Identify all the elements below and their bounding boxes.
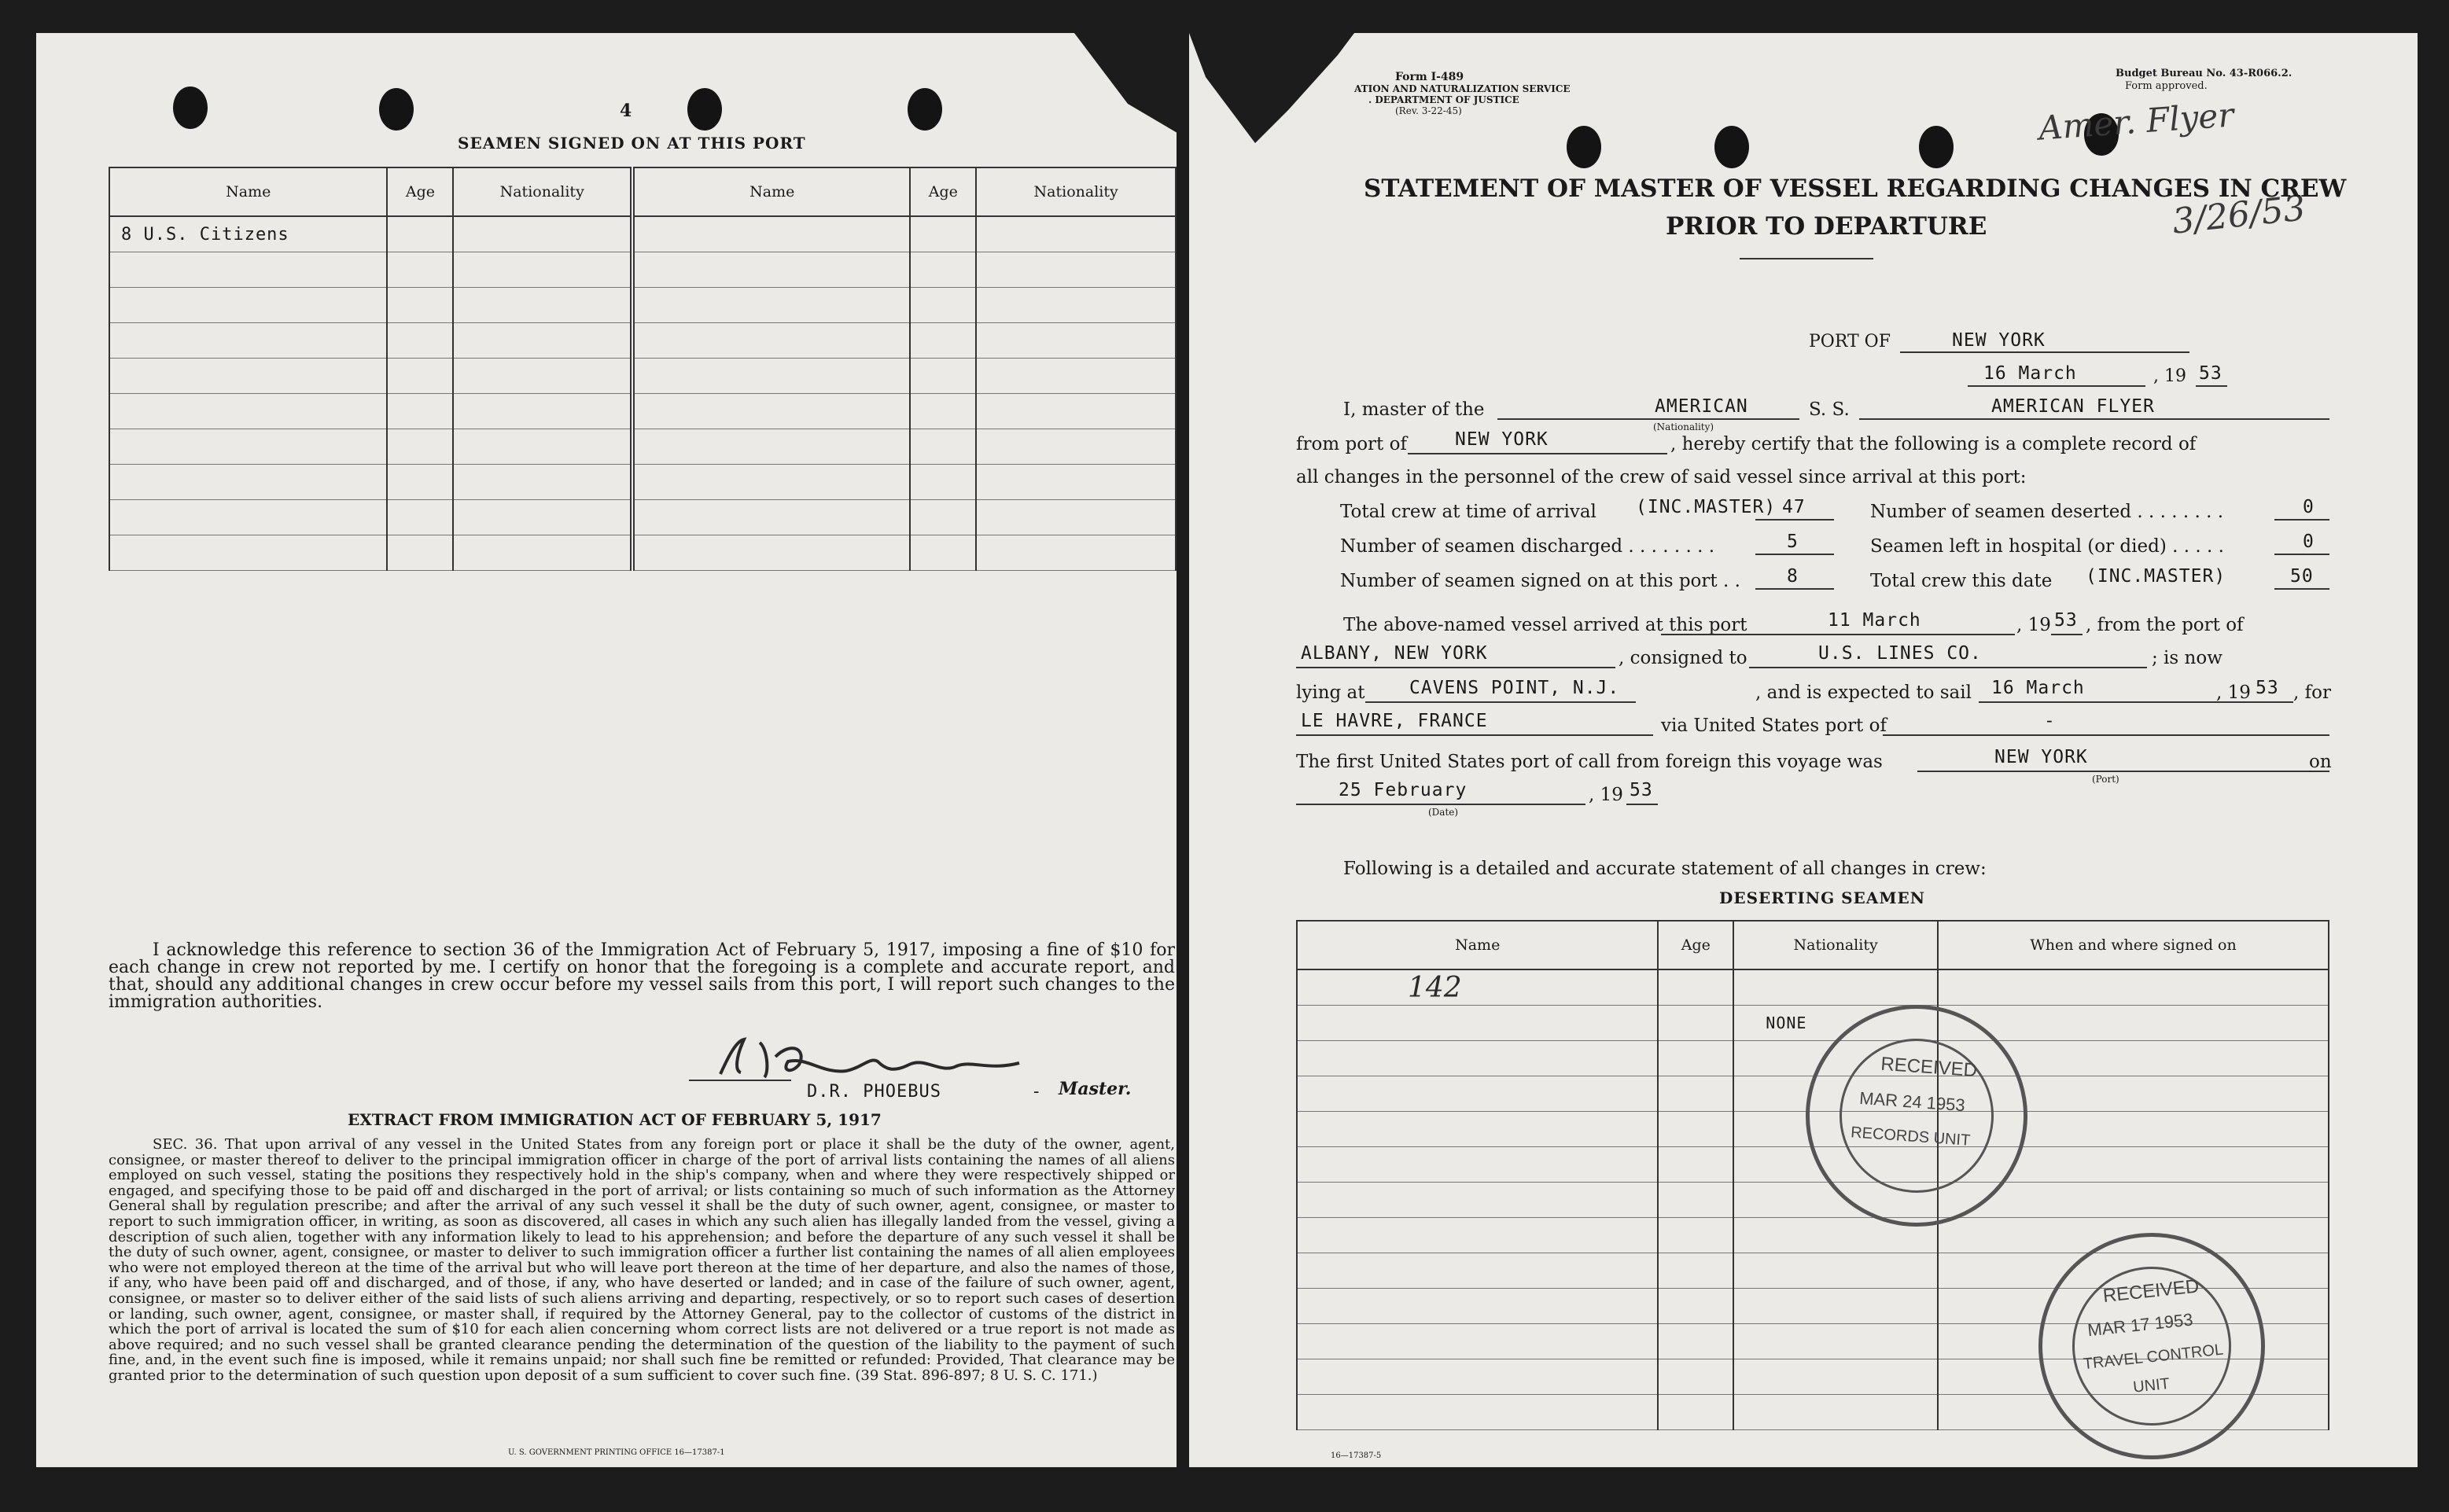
certify-text: , hereby certify that the following is a complete record of [1670,434,2197,454]
table-row [109,252,1176,288]
vessel-name: AMERICAN FLYER [1991,396,2155,417]
column-header: Age [387,167,453,216]
table-row [109,535,1176,571]
master-name: D.R. PHOEBUS [807,1082,941,1102]
row-number: 142 [1297,969,1658,1006]
master-label: Master. [1059,1079,1132,1099]
agency-line2: . DEPARTMENT OF JUSTICE [1368,94,1519,105]
stamp-line: RECEIVED [1880,1053,1978,1082]
stamp-line: TRAVEL CONTROL [2082,1341,2225,1374]
table-row [1297,1183,2329,1218]
port-label: PORT OF [1809,332,1891,351]
budget-bureau: Budget Bureau No. 43-R066.2. [2116,68,2292,79]
master-signature [689,1025,1027,1088]
total-crew-arrival-label: Total crew at time of arrival [1340,502,1596,522]
destination: LE HAVRE, FRANCE [1301,711,1488,731]
column-header: Nationality [1733,921,1938,969]
handwritten-note: Amer. Flyer [2037,95,2235,148]
column-header: Nationality [453,167,632,216]
punch-hole [173,86,208,129]
table-row [109,216,1176,252]
arrived-date: 11 March [1828,610,1921,631]
table-row [1297,969,2329,1006]
extract-text: SEC. 36. That upon arrival of any vessel in the United States from any foreign port or place it shall be the duty of the owner, agent, consignee, or master thereof to deliver to the principal immigration officer in charge of the port of arrival lists containing the names of all aliens employed on such vessel, stating the positions they respectively hold in the ship's company, when and where they were respectively shipped or engaged, and specifying those to be paid off and discharged in the port of arrival; or lists containing so much of such information as the Attorney General shall by regulation prescribe; and after the arrival of any such vessel it shall be the duty of such owner, agent, consignee, or master to report to such immigration officer, in writing, as soon as discovered, all cases in which any such alien has illegally landed from the vessel, giving a description of such alien, together with any information likely to lead to his apprehension; and before the departure of any such vessel it shall be the duty of such owner, agent, consignee, or master to deliver to such immigration officer a further list containing the names of all alien employees who were not employed thereon at the time of the arrival but who will leave port thereon at the time of her departure, and also the names of those, if any, who have been paid off and discharged, and of those, if any, who have deserted or landed; and in case of the failure of such owner, agent, consignee, or master so to deliver either of the said lists of such aliens arriving and departing, respectively, or so to report such cases of desertion or landing, such owner, agent, consignee, or master shall, if required by the Attorney General, pay to the collector of customs of the district in which the port of arrival is located the sum of $10 for each alien concerning whom correct lists are not delivered or a true report is not made as above required; and no such vessel shall be granted clearance pending the determination of the question of the liability to the payment of such fine, and, in the event such fine is imposed, while it remains unpaid; nor shall such fine be remitted or refunded: Provided, That clearance may be granted prior to the determination of such question upon deposit of a sum sufficient to cover such fine. (39 Stat. 896-897; 8 U. S. C. 171.) [109,1136,1175,1384]
total-crew-arrival: 47 [1782,497,1806,517]
from-port-label: from port of [1296,434,1407,454]
changes-statement: Following is a detailed and accurate statement of all changes in crew: [1343,859,1987,879]
total-crew-date-note: (INC.MASTER) [2086,566,2226,587]
arrived-year: 53 [2054,610,2078,631]
column-header: Name [632,167,910,216]
signed-on-label: Number of seamen signed on at this port . . [1340,571,1740,591]
first-port-label: The first United States port of call from foreign this voyage was [1296,752,1883,772]
punch-hole [1567,126,1601,168]
punch-hole [1919,126,1954,168]
from-the-port-value: ALBANY, NEW YORK [1301,643,1488,664]
first-port-year: 53 [1630,780,1653,800]
table-row [1297,1041,2329,1076]
nationality-value: AMERICAN [1655,396,1748,417]
handwritten-date: 3/26/53 [2170,188,2307,242]
is-now-label: ; is now [2152,648,2223,668]
lying-label: lying at [1296,682,1365,703]
form-title-line2: PRIOR TO DEPARTURE [1666,212,1987,241]
stamp-line: MAR 17 1953 [2086,1309,2194,1341]
table-row [1297,1006,2329,1041]
column-header: Name [109,167,387,216]
arrived-label: The above-named vessel arrived at this port [1343,615,1747,635]
date-caption: (Date) [1428,807,1459,818]
punch-hole [1714,126,1749,168]
table-row [109,500,1176,535]
from-port-value: NEW YORK [1455,429,1549,450]
via-label: via United States port of [1661,716,1887,736]
page-number: 4 [620,101,632,121]
column-header: Age [1658,921,1733,969]
table-row [109,323,1176,359]
table-row [109,429,1176,465]
entry-name: 8 U.S. Citizens [109,216,387,252]
table-row [109,359,1176,394]
deserted-value: 0 [2303,497,2315,517]
port-value: NEW YORK [1952,330,2046,351]
form-approved: Form approved. [2125,80,2208,92]
revision: (Rev. 3-22-45) [1395,105,1462,116]
port-caption: (Port) [2092,774,2119,785]
master-dash: - [1033,1082,1040,1102]
title-rule [1740,258,1873,259]
consigned-value: U.S. LINES CO. [1818,643,1982,664]
signed-on-table [109,167,1177,571]
ss-label: S. S. [1809,399,1850,420]
total-crew-arrival-note: (INC.MASTER) [1636,497,1777,517]
table-row [109,465,1176,500]
hospital-value: 0 [2303,532,2315,552]
lying-value: CAVENS POINT, N.J. [1409,678,1620,698]
total-crew-date-value: 50 [2290,566,2314,587]
acknowledgement-text: I acknowledge this reference to section 36 of the Immigration Act of February 5, 1917, imposing a fine of $10 for each change in crew not reported by me. I certify on honor that the foregoing is a complete and accurate report, and that, should any additional changes in crew occur before my vessel sails from this port, I will report such changes to the immigration authorities. [109,940,1175,1012]
column-header: Nationality [976,167,1176,216]
sail-year: 53 [2256,678,2279,698]
from-the-port-label: , from the port of [2086,615,2244,635]
hospital-label: Seamen left in hospital (or died) . . . . . [1870,536,2224,557]
nationality-caption: (Nationality) [1653,421,1714,432]
for-label: , for [2293,682,2331,703]
punch-hole [379,88,414,131]
torn-corner [1189,33,1354,143]
signed-on-value: 8 [1787,566,1799,587]
expected-label: , and is expected to sail [1755,682,1972,703]
date-value: 16 March [1983,363,2077,384]
extract-title: EXTRACT FROM IMMIGRATION ACT OF FEBRUARY 5, 1917 [348,1110,882,1129]
row-nationality: NONE [1733,1006,1938,1041]
section-title: SEAMEN SIGNED ON AT THIS PORT [458,134,806,153]
consigned-label: , consigned to [1619,648,1747,668]
form-number: Form I-489 [1395,71,1464,83]
master-of-label: I, master of the [1343,399,1485,420]
column-header: When and where signed on [1938,921,2329,969]
left-page [36,33,1177,1467]
stamp-line: RECEIVED [2101,1275,2200,1308]
first-port-value: NEW YORK [1994,747,2088,767]
year-prefix: , 19 [2153,366,2186,386]
torn-corner [1074,33,1177,151]
column-header: Name [1297,921,1658,969]
discharged-value: 5 [1787,532,1799,552]
stamp-line: RECORDS UNIT [1850,1124,1971,1150]
punch-hole [908,88,942,131]
agency-line1: ATION AND NATURALIZATION SERVICE [1354,83,1571,94]
form-title-line1: STATEMENT OF MASTER OF VESSEL REGARDING CHANGES IN CREW [1364,175,2347,203]
on-label: on [2309,752,2332,772]
sail-date: 16 March [1991,678,2085,698]
total-crew-date-label: Total crew this date [1870,571,2053,591]
stamp-line: MAR 24 1953 [1858,1087,1966,1116]
table-row [109,288,1176,323]
punch-hole [687,88,722,131]
column-header: Age [910,167,976,216]
table-row [109,394,1176,429]
discharged-label: Number of seamen discharged . . . . . . . . [1340,536,1715,557]
deserted-label: Number of seamen deserted . . . . . . . . [1870,502,2224,522]
printing-office-footer: U. S. GOVERNMENT PRINTING OFFICE 16—17387-1 [508,1448,725,1457]
deserting-title: DESERTING SEAMEN [1719,888,1925,907]
certify-text2: all changes in the personnel of the crew of said vessel since arrival at this port: [1296,467,2027,487]
via-value: - [2046,711,2053,731]
stamp-line: UNIT [2132,1374,2171,1396]
first-port-date: 25 February [1339,780,1468,800]
right-page: Form I-489 ATION AND NATURALIZATION SERVICE . DEPARTMENT OF JUSTICE (Rev. 3-22-45) Budget Bureau No. 43-R066.2. Form approved. Amer. Flyer 3/26/53 STATEMENT OF MASTER OF VESSEL REGARDING CHANGES IN CREW PRIOR TO DEPARTURE PORT OF NEW YORK 16 March , 19 53 I, master of the AMERICAN (Nationality) S. S. AMERICAN FLYER from port of NEW YORK , hereby certify that the following is a complete record of all changes in the personnel of the crew of said vessel since arrival at this port: Total crew at time of arrival (INC.MASTER) 47 Number of seamen deserted . . . . . . . . 0 Number of seamen discharged . . . . . . . . 5 Seamen left in hospital (or died) . . . . . 0 Number of seamen signed on at this port . . 8 Total crew this date (INC.MASTER) 50 The above-named vessel arrived at this port 11 March , 19 53 , from the port of ALBANY, NEW YORK , consigned to U.S. LINES CO. ; is now lying at CAVENS POINT, N.J. , and is expected to sail 16 March , 19 53 , for LE HAVRE, FRANCE via United States port of - The first United States port of call from foreign this voyage was NEW YORK (Port) on 25 February (Date) , 19 53 Following is a detailed and accurate statement of all changes in crew: DESERTING SEAMEN Name Age Nationality When and where signed on 142 NONE 16—17387-5 RECEIVED MAR 24 1953 RECORDS UNIT RECEIVED MAR 17 1953 TRAVEL CONTROL UNIT [1189,33,2418,1467]
form-footer: 16—17387-5 [1331,1451,1382,1460]
date-year: 53 [2199,363,2223,384]
